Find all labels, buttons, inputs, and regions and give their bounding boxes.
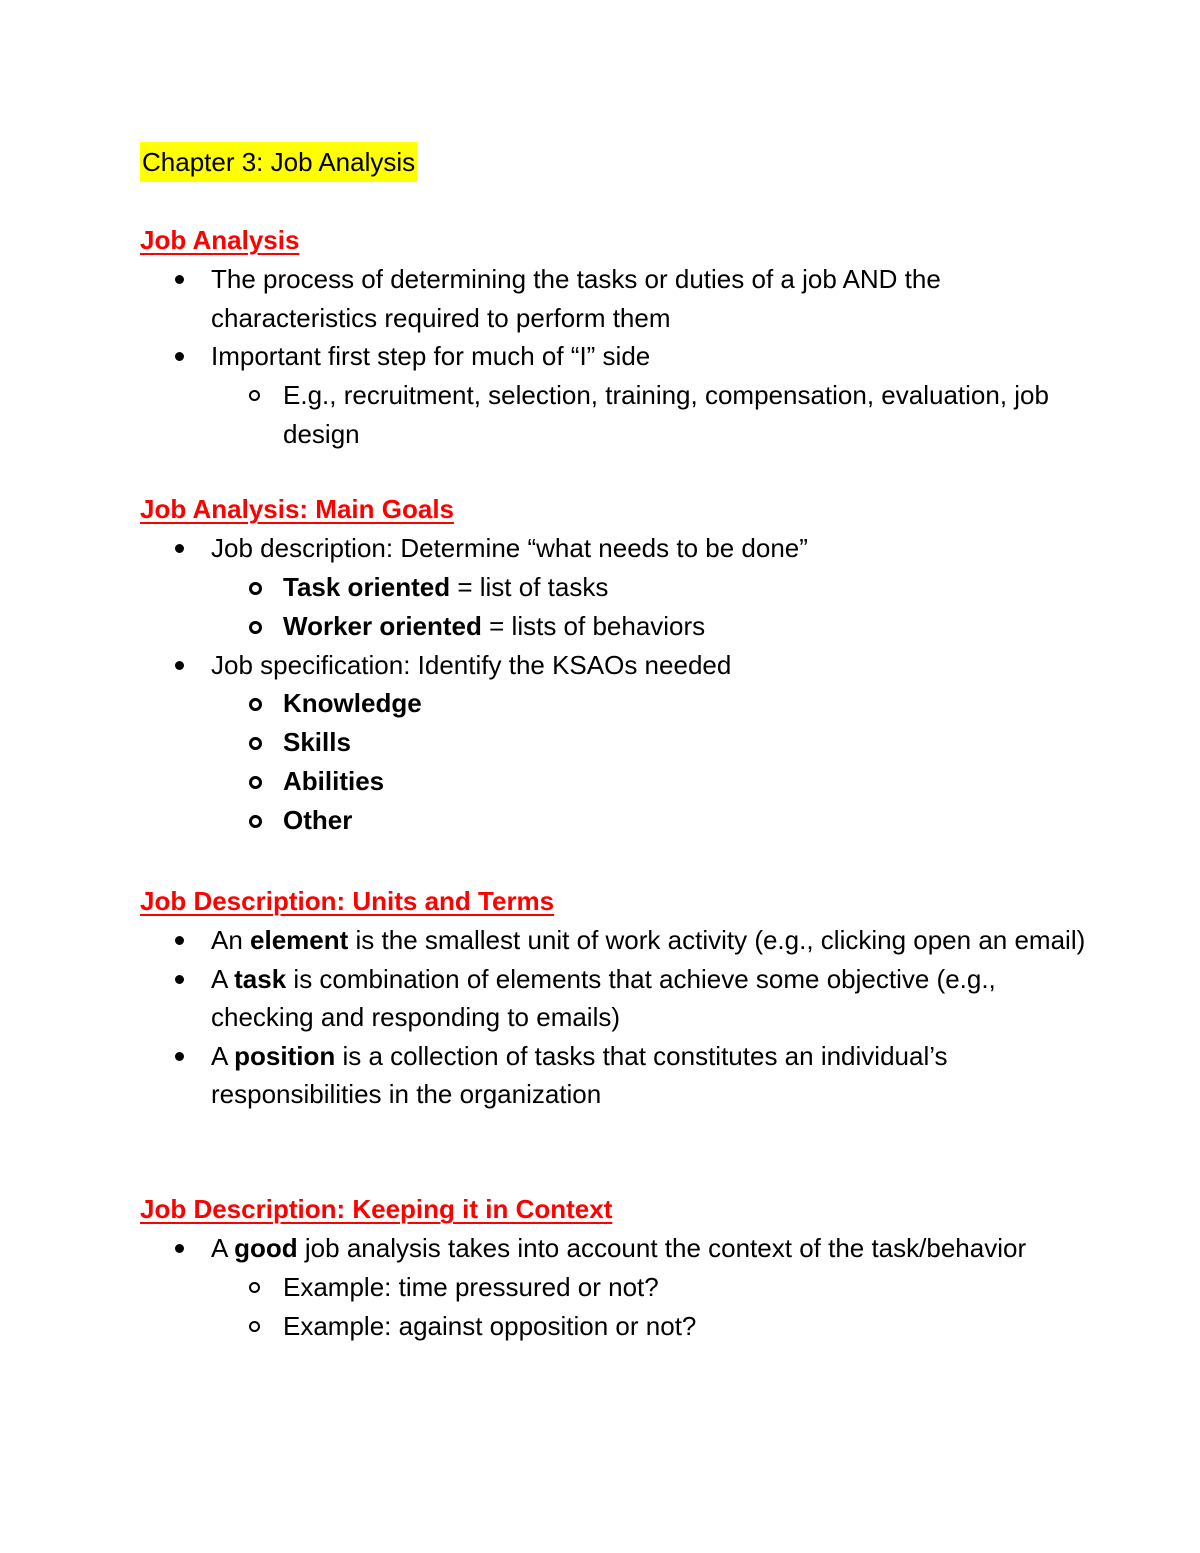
section-heading: Job Description: Keeping it in Context (140, 1194, 613, 1224)
sub-item-text: E.g., recruitment, selection, training, compensation, evaluation, job design (283, 379, 1049, 449)
section-main-goals (140, 489, 1100, 840)
circle-bullet-icon (249, 1321, 260, 1332)
sub-list (211, 1268, 1100, 1346)
sub-list-item (211, 762, 1100, 801)
list-item (140, 529, 1100, 646)
sub-item-text: = lists of behaviors (481, 610, 706, 641)
bullet-icon (175, 661, 184, 670)
sub-list-item (211, 684, 1100, 723)
section-job-analysis (140, 220, 1100, 454)
sub-item-text: Example: against opposition or not? (283, 1310, 697, 1341)
bullet-list (140, 529, 1100, 840)
list-item-text: Important first step for much of “I” side (211, 341, 651, 371)
list-item-text: is a collection of tasks that constitutes an individual’s responsibilities in the organization (211, 1040, 948, 1109)
list-item-term: element (250, 925, 349, 955)
section-heading: Job Description: Units and Terms (140, 886, 555, 916)
circle-bullet-icon (249, 737, 262, 750)
circle-bullet-icon (249, 582, 262, 595)
bullet-list (140, 921, 1100, 1114)
list-item-prefix: An (211, 925, 251, 955)
bullet-icon (175, 275, 184, 284)
list-item (140, 1037, 1100, 1114)
bullet-icon (175, 1244, 184, 1253)
list-item (140, 260, 1100, 337)
sub-list-item (211, 801, 1100, 840)
sub-item-term: Abilities (283, 766, 385, 796)
bullet-icon (175, 1052, 184, 1061)
circle-bullet-icon (249, 776, 262, 789)
section-units-and-terms (140, 881, 1100, 1114)
sub-list-item (211, 723, 1100, 762)
bullet-icon (175, 352, 184, 361)
bullet-icon (175, 544, 184, 553)
list-item (140, 337, 1100, 454)
list-item-text: Job description: Determine “what needs to be done” (211, 533, 808, 563)
circle-bullet-icon (249, 390, 260, 401)
list-item-text: The process of determining the tasks or duties of a job AND the characteristics required to perform them (211, 264, 941, 333)
list-item (140, 921, 1100, 960)
section-heading: Job Analysis (140, 225, 300, 255)
list-item-prefix: A (211, 1233, 235, 1263)
sub-item-term: Other (283, 805, 353, 835)
sub-item-term: Skills (283, 727, 351, 757)
list-item-text: job analysis takes into account the context of the task/behavior (297, 1233, 1027, 1263)
sub-item-term: Knowledge (283, 688, 422, 718)
list-item-text: Job specification: Identify the KSAOs needed (211, 649, 732, 680)
list-item-text: is the smallest unit of work activity (e.g., clicking open an email) (348, 925, 1086, 955)
circle-bullet-icon (249, 698, 262, 711)
list-item (140, 960, 1100, 1037)
bullet-list (140, 260, 1100, 454)
list-item-term: position (234, 1040, 336, 1071)
section-keeping-in-context (140, 1189, 1100, 1346)
sub-list (211, 568, 1100, 646)
sub-list (211, 376, 1100, 454)
sub-item-text: Example: time pressured or not? (283, 1271, 659, 1302)
list-item (140, 646, 1100, 841)
sub-item-term: Task oriented (283, 571, 451, 602)
list-item-text: is combination of elements that achieve some objective (e.g., checking and responding to emails) (211, 963, 996, 1032)
circle-bullet-icon (249, 815, 262, 828)
list-item-prefix: A (211, 963, 235, 994)
section-heading: Job Analysis: Main Goals (140, 494, 455, 524)
sub-list-item (211, 568, 1100, 607)
bullet-icon (175, 936, 184, 945)
bullet-icon (175, 975, 184, 984)
sub-item-term: Worker oriented (283, 610, 482, 641)
sub-item-text: = list of tasks (450, 571, 609, 602)
list-item (140, 1229, 1100, 1346)
sub-list-item (211, 1268, 1100, 1307)
sub-list (211, 684, 1100, 840)
sub-list-item (211, 376, 1100, 454)
list-item-prefix: A (211, 1040, 235, 1071)
sub-list-item (211, 1307, 1100, 1346)
chapter-title: Chapter 3: Job Analysis (140, 142, 417, 182)
circle-bullet-icon (249, 1282, 260, 1293)
list-item-term: good (234, 1233, 298, 1263)
sub-list-item (211, 607, 1100, 646)
bullet-list (140, 1229, 1100, 1346)
circle-bullet-icon (249, 621, 262, 634)
list-item-term: task (234, 963, 287, 994)
